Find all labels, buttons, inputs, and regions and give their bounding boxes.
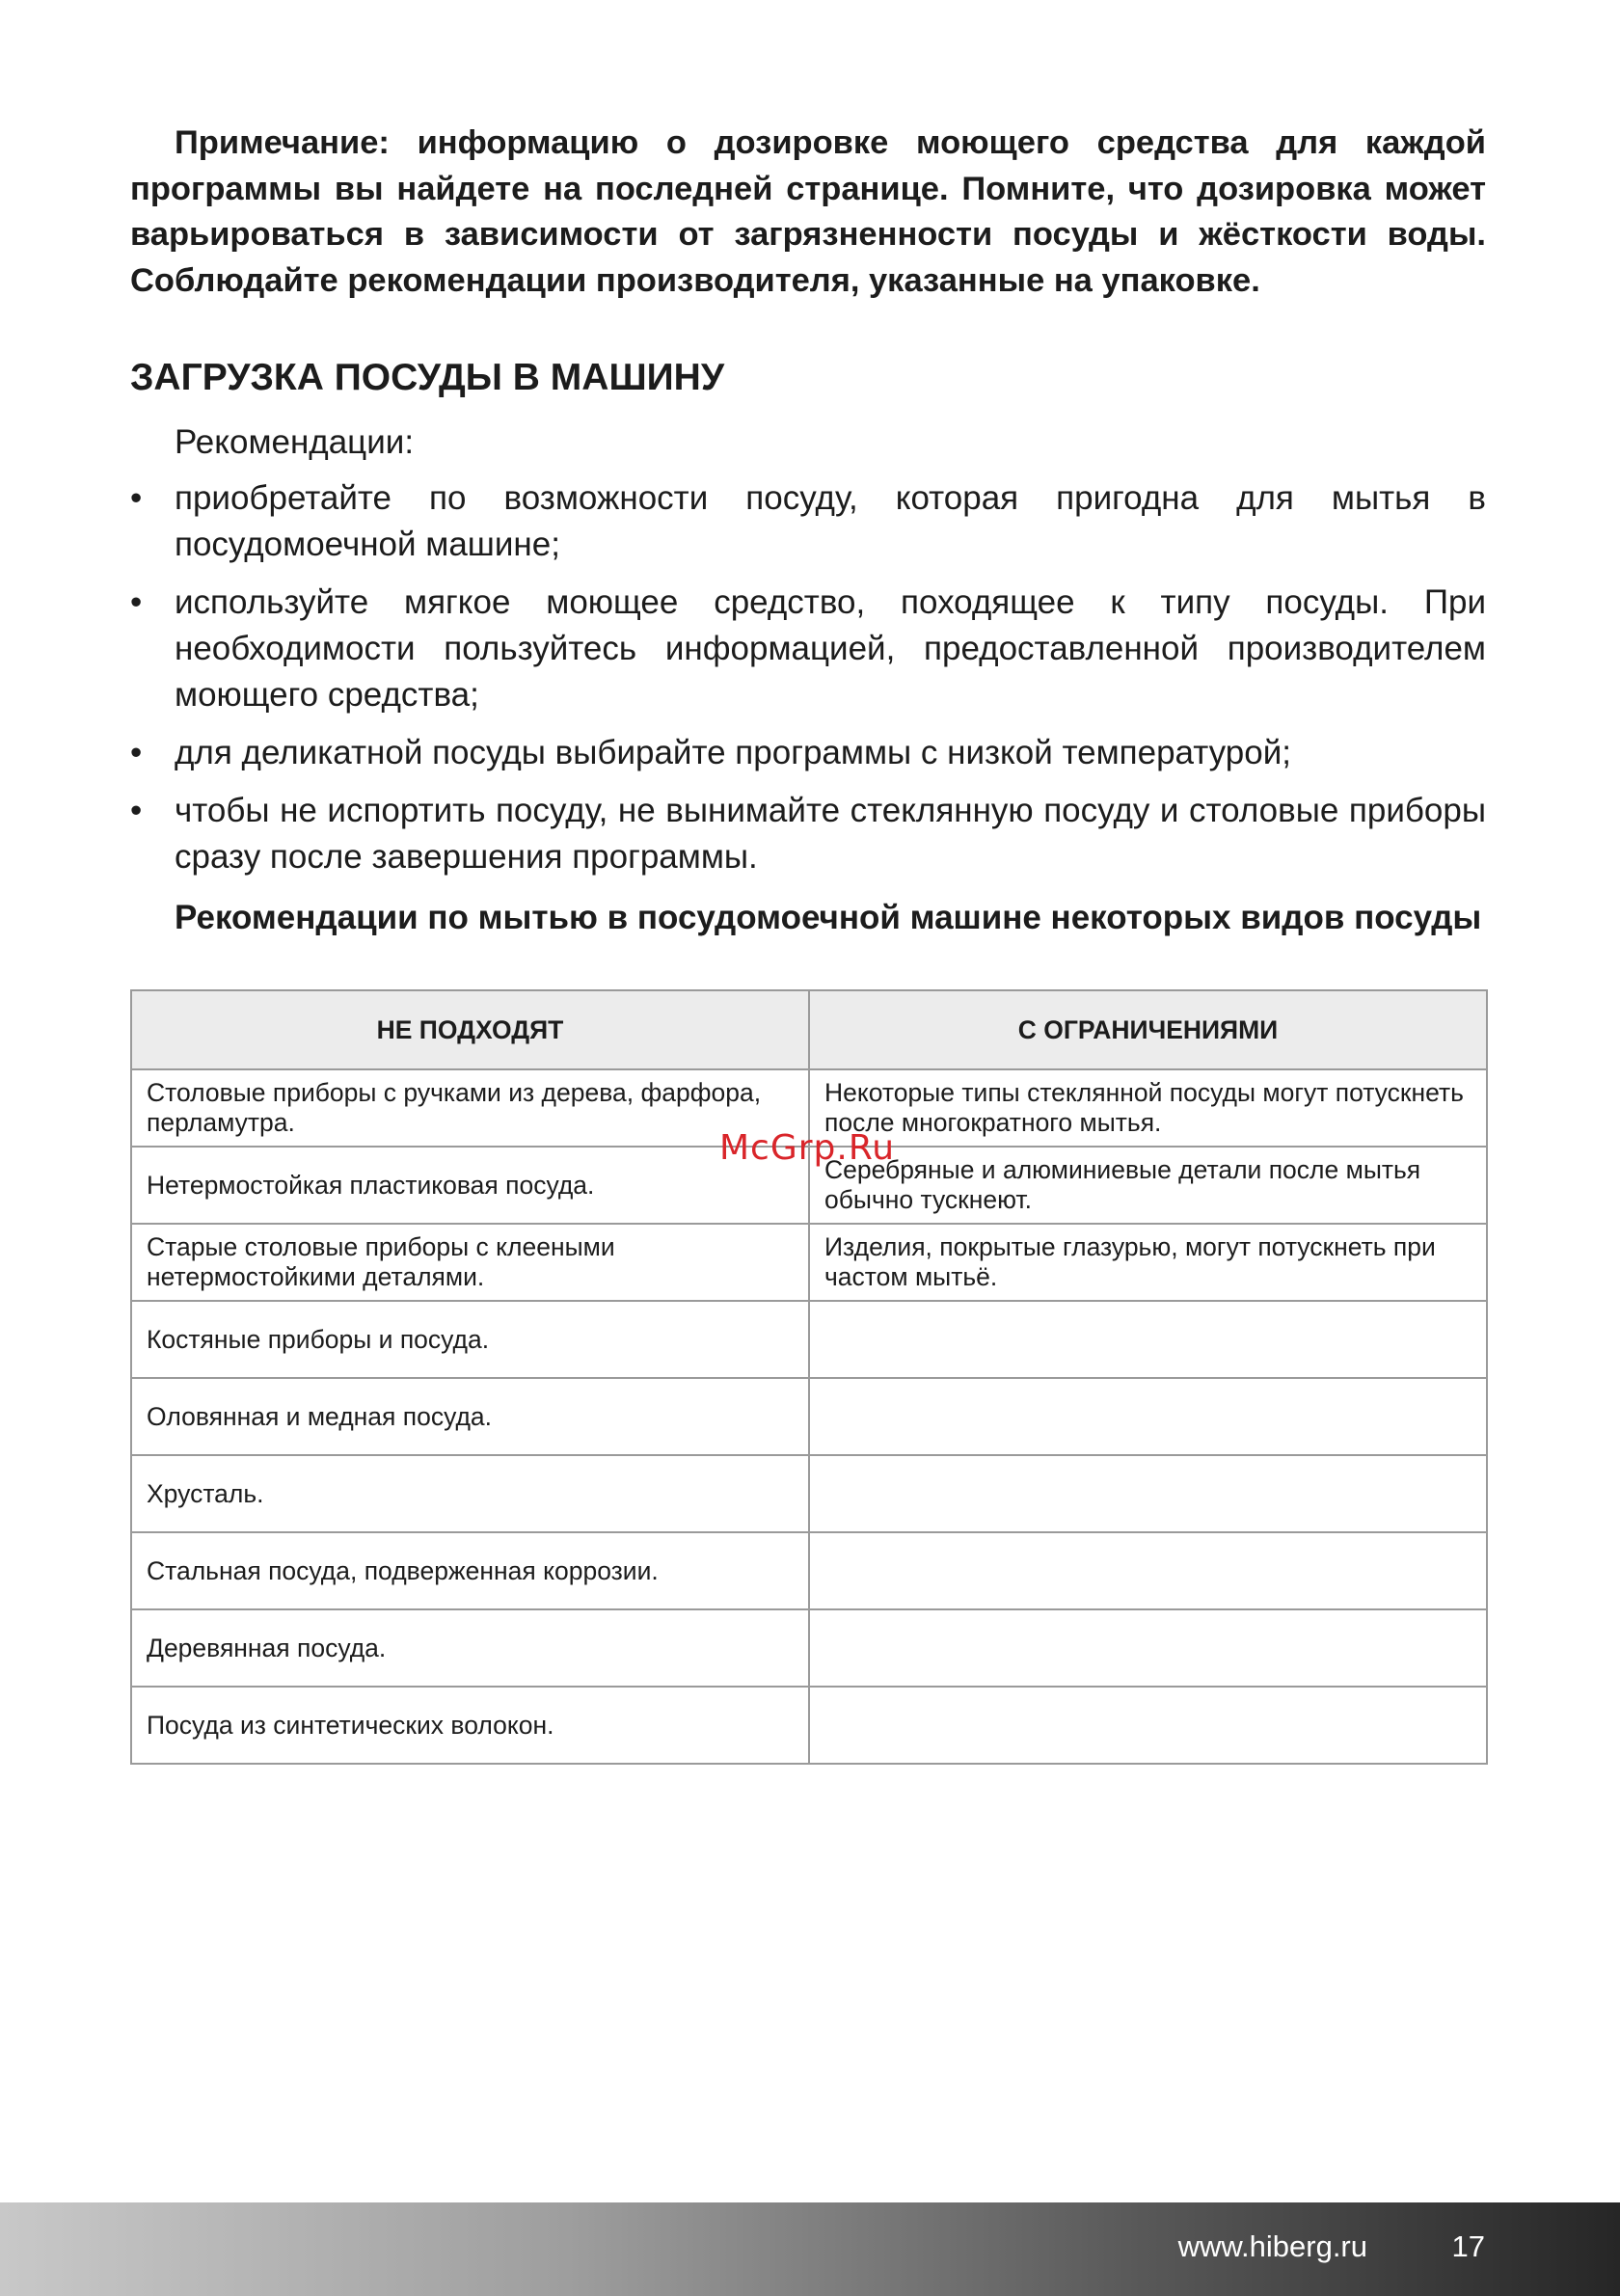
table-row xyxy=(131,1455,1487,1532)
table-cell xyxy=(809,1609,1487,1687)
website-link[interactable]: www.hiberg.ru xyxy=(1177,2229,1367,2263)
table-cell: Костяные приборы и посуда. xyxy=(131,1301,809,1378)
page-number: 17 xyxy=(1451,2229,1485,2263)
table-cell: Нетермостойкая пластиковая посуда. xyxy=(131,1147,809,1224)
table-cell: Серебряные и алюминиевые детали после мытья обычно тускнеют. xyxy=(809,1147,1487,1224)
table-row xyxy=(131,1378,1487,1455)
table-cell: Старые столовые приборы с клееными нетермостойкими деталями. xyxy=(131,1224,809,1301)
list-item: • чтобы не испортить посуду, не вынимайте стеклянную посуду и столовые приборы сразу после завершения программы. xyxy=(130,788,1486,880)
table-row xyxy=(131,1301,1487,1378)
recommendations-list xyxy=(130,475,1486,880)
table-row xyxy=(131,1687,1487,1764)
table-cell: Изделия, покрытые глазурью, могут потускнеть при частом мытьё. xyxy=(809,1224,1487,1301)
section-title: ЗАГРУЗКА ПОСУДЫ В МАШИНУ xyxy=(130,357,725,398)
table-cell: Столовые приборы с ручками из дерева, фарфора, перламутра. xyxy=(131,1069,809,1147)
page-content xyxy=(130,121,1486,1765)
table-cell xyxy=(809,1378,1487,1455)
column-header-limited: С ОГРАНИЧЕНИЯМИ xyxy=(809,990,1487,1069)
bullet-icon: • xyxy=(130,583,143,621)
table-heading: Рекомендации по мытью в посудомоечной машине некоторых видов посуды xyxy=(175,899,1482,936)
table-cell xyxy=(809,1455,1487,1532)
list-item: • используйте мягкое моющее средство, походящее к типу посуды. При необходимости пользуйтесь информацией, предоставленной производителем моющего средства; xyxy=(130,580,1486,718)
recommendations-intro: Рекомендации: xyxy=(175,423,415,461)
table-row xyxy=(131,1224,1487,1301)
list-item: • для деликатной посуды выбирайте программы с низкой температурой; xyxy=(130,730,1486,776)
table-cell: Посуда из синтетических волокон. xyxy=(131,1687,809,1764)
bullet-icon: • xyxy=(130,792,143,829)
table-cell: Оловянная и медная посуда. xyxy=(131,1378,809,1455)
table-cell: Некоторые типы стеклянной посуды могут потускнеть после многократного мытья. xyxy=(809,1069,1487,1147)
dishes-table xyxy=(130,989,1488,1765)
table-cell: Хрусталь. xyxy=(131,1455,809,1532)
page-footer xyxy=(0,2202,1620,2296)
column-header-not-suitable: НЕ ПОДХОДЯТ xyxy=(131,990,809,1069)
table-cell xyxy=(809,1687,1487,1764)
watermark: McGrp.Ru xyxy=(719,1128,896,1168)
table-cell: Стальная посуда, подверженная коррозии. xyxy=(131,1532,809,1609)
table-row xyxy=(131,1609,1487,1687)
table-cell xyxy=(809,1532,1487,1609)
list-item: • приобретайте по возможности посуду, которая пригодна для мытья в посудомоечной машине; xyxy=(130,475,1486,568)
table-header-row xyxy=(131,990,1487,1069)
table-cell: Деревянная посуда. xyxy=(131,1609,809,1687)
table-cell xyxy=(809,1301,1487,1378)
dosage-note: Примечание: информацию о дозировке моющего средства для каждой программы вы найдете на последней странице. Помните, что дозировка может варьироваться в зависимости от загрязненности посуды и жёсткости воды. Соблюдайте рекомендации производителя, указанные на упаковке. xyxy=(130,124,1486,299)
bullet-icon: • xyxy=(130,479,143,517)
table-row xyxy=(131,1532,1487,1609)
bullet-icon: • xyxy=(130,734,143,771)
